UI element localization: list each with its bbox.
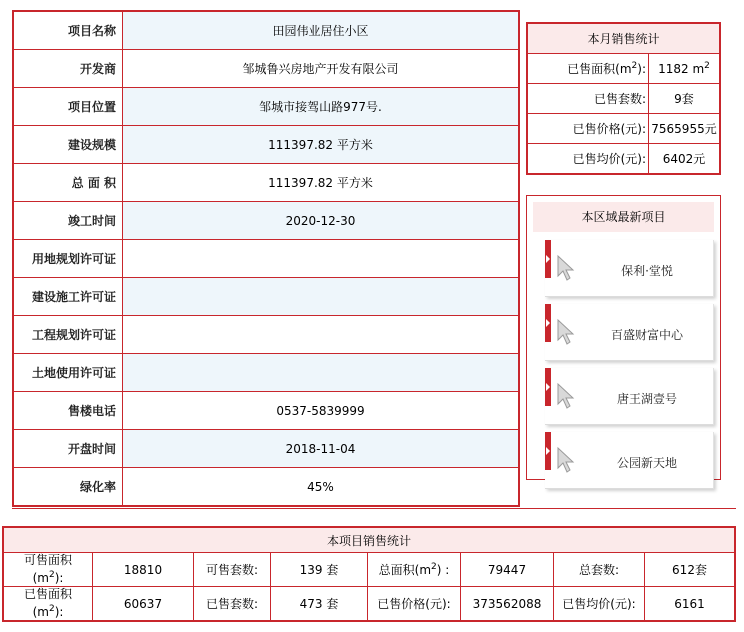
monthly-sales-panel [526,22,721,175]
divider-line [12,508,736,509]
cursor-arrow-icon [555,446,579,474]
region-project-link[interactable] [545,432,714,489]
info-value: 邹城鲁兴房地产开发有限公司 [123,50,519,88]
monthly-sold-area-label: 已售面积$(m^2)$: [528,54,649,84]
info-row-opening-date [14,430,519,468]
cursor-arrow-icon [555,382,579,410]
saleable-units-label: 可售套数: [194,553,271,587]
project-info-table [13,11,519,506]
info-row-scale [14,126,519,164]
sold-price-value: 373562088 [461,587,554,621]
region-project-link[interactable] [545,304,714,361]
info-label: 开发商 [14,50,123,88]
info-value [123,316,519,354]
total-area-label: 总面积$(m^2)$ : [368,553,461,587]
info-label: 售楼电话 [14,392,123,430]
info-row-green-rate [14,468,519,506]
info-label: 项目名称 [14,12,123,50]
sold-price-label: 已售价格(元): [368,587,461,621]
region-project-name: 百盛财富中心 [610,328,683,342]
info-row-completion [14,202,519,240]
monthly-sold-units-value: 9套 [649,84,720,114]
info-row-total-area [14,164,519,202]
info-label: 绿化率 [14,468,123,506]
sold-units-label: 已售套数: [194,587,271,621]
monthly-sold-area-value: 1182 $m^2$ [649,54,720,84]
info-row-sales-phone [14,392,519,430]
monthly-sold-price-value: 7565955元 [649,114,720,144]
sold-area-label: 已售面积 $(m^2)$: [4,587,93,621]
info-label: 用地规划许可证 [14,240,123,278]
info-label: 土地使用许可证 [14,354,123,392]
marker-arrow [546,319,550,327]
info-row-land-use-permit [14,354,519,392]
cursor-arrow-icon [555,254,579,282]
info-label: 总 面 积 [14,164,123,202]
monthly-sales-title: 本月销售统计 [528,24,720,54]
info-value: 2018-11-04 [123,430,519,468]
saleable-units-value: 139 套 [271,553,368,587]
monthly-avg-price-label: 已售均价(元): [528,144,649,174]
saleable-area-label: 可售面积 $(m^2)$: [4,553,93,587]
marker-arrow [546,447,550,455]
avg-price-label: 已售均价(元): [554,587,645,621]
project-sales-table [3,527,735,621]
project-sales-title: 本项目销售统计 [4,528,735,553]
info-row-developer [14,50,519,88]
sold-area-value: 60637 [93,587,194,621]
info-value: 45% [123,468,519,506]
monthly-sold-price-label: 已售价格(元): [528,114,649,144]
monthly-sold-units-label: 已售套数: [528,84,649,114]
avg-price-value: 6161 [645,587,735,621]
monthly-avg-price-value: 6402元 [649,144,720,174]
sold-units-value: 473 套 [271,587,368,621]
region-project-link[interactable] [545,240,714,297]
info-value: 111397.82 平方米 [123,126,519,164]
info-label: 竣工时间 [14,202,123,240]
info-value: 0537-5839999 [123,392,519,430]
marker-arrow [546,255,550,263]
region-project-name: 唐王湖壹号 [616,392,677,406]
info-label: 项目位置 [14,88,123,126]
info-value: 2020-12-30 [123,202,519,240]
info-value [123,240,519,278]
info-row-construction-permit [14,278,519,316]
region-project-name: 公园新天地 [616,456,677,470]
saleable-area-value: 18810 [93,553,194,587]
marker-arrow [546,383,550,391]
cursor-arrow-icon [555,318,579,346]
region-project-name: 保利·堂悦 [621,264,673,278]
info-value: 111397.82 平方米 [123,164,519,202]
info-label: 建设规模 [14,126,123,164]
project-sales-panel [2,526,736,622]
info-label: 建设施工许可证 [14,278,123,316]
info-value: 田园伟业居住小区 [123,12,519,50]
info-label: 工程规划许可证 [14,316,123,354]
project-info-panel [12,10,520,507]
info-row-name [14,12,519,50]
total-area-value: 79447 [461,553,554,587]
total-units-value: 612套 [645,553,735,587]
monthly-sales-table [527,23,720,174]
region-project-link[interactable] [545,368,714,425]
info-value [123,278,519,316]
info-row-land-planning-permit [14,240,519,278]
total-units-label: 总套数: [554,553,645,587]
info-row-engineering-permit [14,316,519,354]
info-value [123,354,519,392]
info-label: 开盘时间 [14,430,123,468]
info-row-location [14,88,519,126]
region-projects-title: 本区域最新项目 [533,202,714,232]
info-value: 邹城市接驾山路977号. [123,88,519,126]
region-latest-projects [526,195,721,480]
